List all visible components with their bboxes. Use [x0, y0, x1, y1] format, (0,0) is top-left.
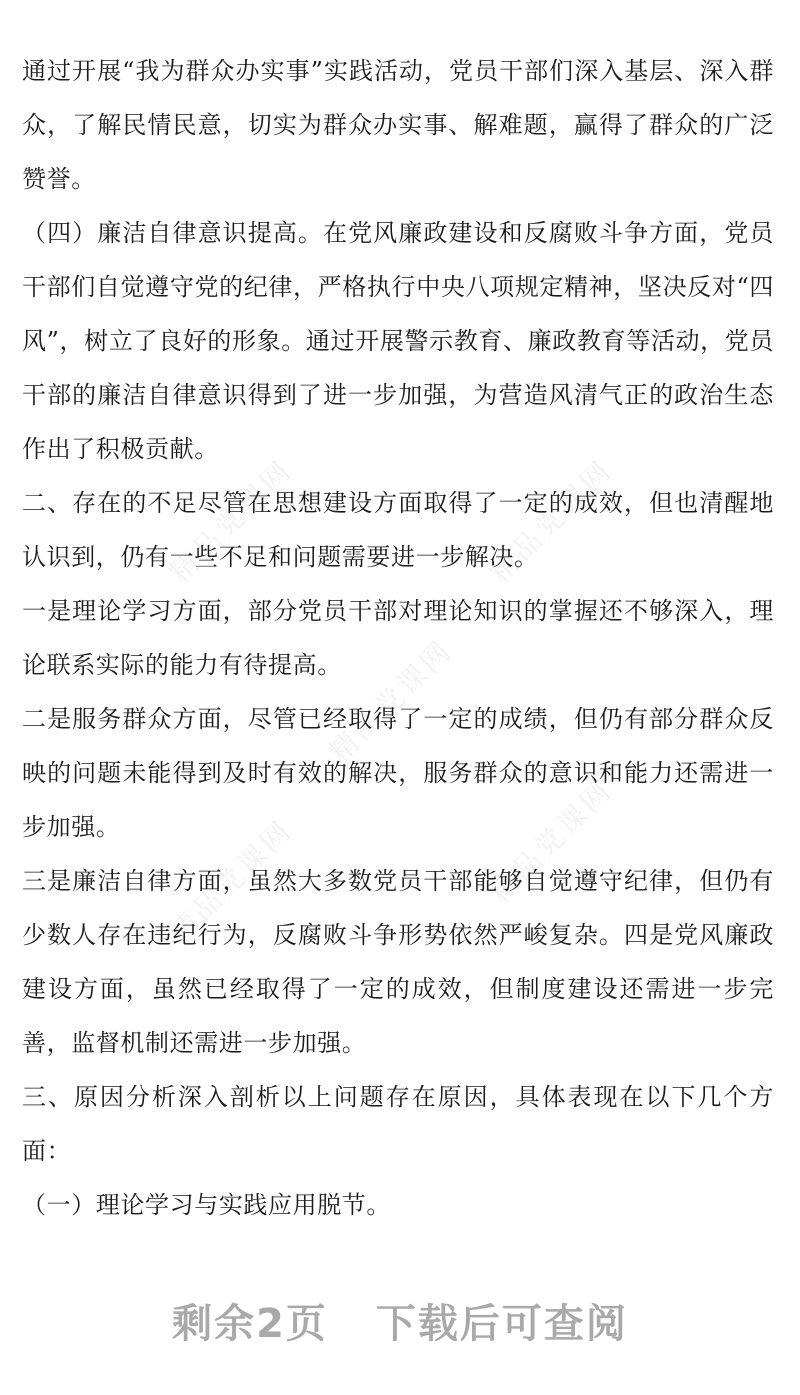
paragraph-theory-study: 一是理论学习方面，部分党员干部对理论知识的掌握还不够深入，理论联系实际的能力有待提高。	[22, 597, 774, 679]
paragraph-theory-practice-gap: （一）理论学习与实践应用脱节。	[22, 1191, 391, 1219]
paragraph-shortcomings-heading: 二、存在的不足尽管在思想建设方面取得了一定的成效，但也清醒地认识到，仍有一些不足和问题需要进一步解决。	[22, 489, 774, 571]
watermark-text: 精品党课网	[162, 452, 300, 590]
watermark-text: 精品党课网	[482, 772, 620, 910]
watermark-text: 精品党课网	[162, 812, 300, 950]
watermark-text: 精品党课网	[322, 632, 460, 770]
download-hint-label: 下载后可查阅	[375, 1301, 628, 1347]
paragraph-cause-analysis-heading: 三、原因分析深入剖析以上问题存在原因，具体表现在以下几个方面：	[22, 1083, 774, 1165]
download-prompt-banner[interactable]	[0, 1292, 800, 1349]
paragraph-practice-activity: 通过开展“我为群众办实事”实践活动，党员干部们深入基层、深入群众，了解民情民意，切实为群众办实事、解难题，赢得了群众的广泛赞誉。	[22, 57, 774, 193]
document-body	[22, 44, 774, 1232]
watermark-text: 精品党课网	[482, 452, 620, 590]
paragraph-serving-masses: 二是服务群众方面，尽管已经取得了一定的成绩，但仍有部分群众反映的问题未能得到及时有效的解决，服务群众的意识和能力还需进一步加强。	[22, 705, 774, 841]
paragraph-integrity-discipline: 三是廉洁自律方面，虽然大多数党员干部能够自觉遵守纪律，但仍有少数人存在违纪行为，反腐败斗争形势依然严峻复杂。四是党风廉政建设方面，虽然已经取得了一定的成效，但制度建设还需进一步完善，监督机制还需进一步加强。	[22, 867, 774, 1057]
paragraph-integrity-awareness: （四）廉洁自律意识提高。在党风廉政建设和反腐败斗争方面，党员干部们自觉遵守党的纪律，严格执行中央八项规定精神，坚决反对“四风”，树立了良好的形象。通过开展警示教育、廉政教育等活动，党员干部的廉洁自律意识得到了进一步加强，为营造风清气正的政治生态作出了积极贡献。	[22, 219, 774, 463]
remaining-pages-label: 剩余2页	[172, 1301, 328, 1347]
